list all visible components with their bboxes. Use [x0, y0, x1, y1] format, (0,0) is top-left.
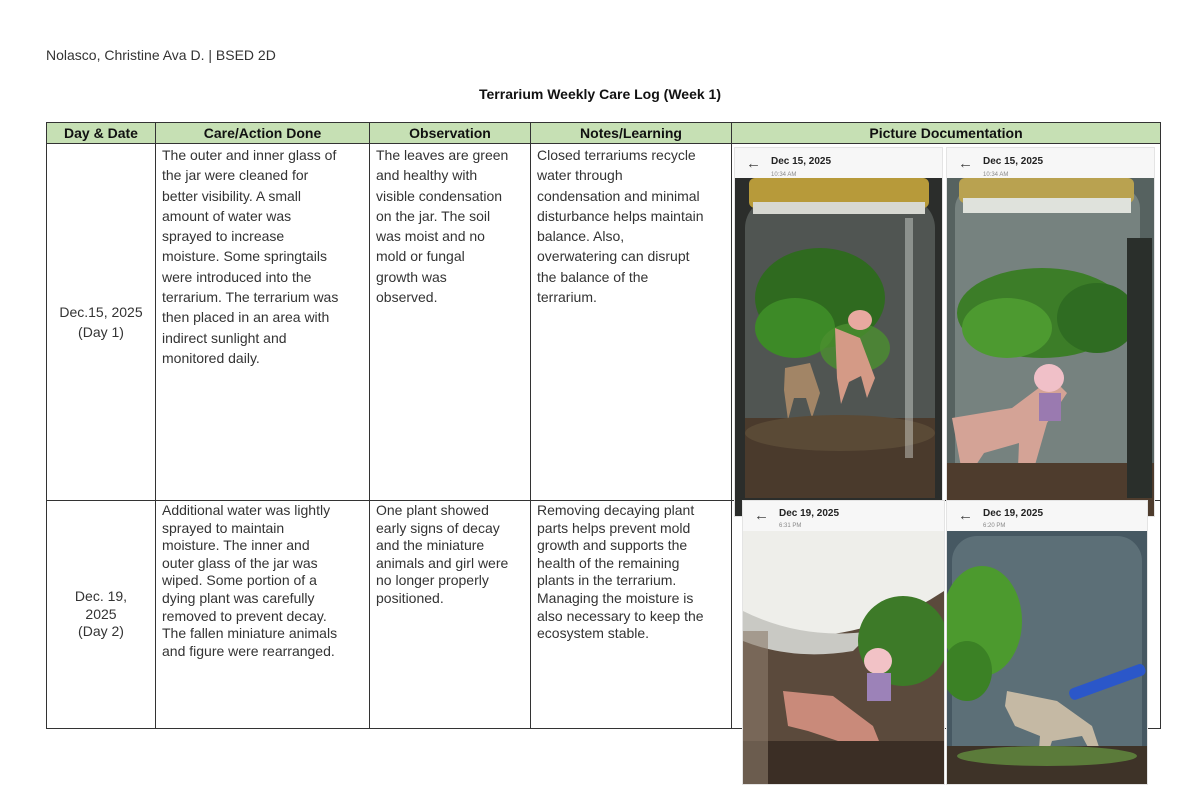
terrarium-jar-image [743, 531, 944, 784]
observation-cell: The leaves are green and healthy with visible condensation on the jar. The soil was moist and no mold or fungal growth was observed. [370, 144, 531, 501]
day-cell [47, 501, 156, 729]
photo-time: 10:34 AM [983, 172, 1009, 178]
day-year: 2025 [85, 605, 117, 622]
arrow-left-icon: ← [958, 155, 973, 172]
day-label: (Day 1) [78, 324, 124, 340]
photo-date: Dec 15, 2025 [983, 156, 1044, 167]
photo-header [743, 501, 944, 531]
table-header-row [47, 123, 1161, 144]
terrarium-photo [743, 501, 944, 784]
col-header-notes: Notes/Learning [531, 123, 732, 144]
photo-header [735, 148, 942, 178]
notes-cell: Removing decaying plant parts helps prevent mold growth and supports the health of the remaining plants in the terrarium. Managing the moisture is also necessary to keep the ecosystem stable. [531, 501, 732, 729]
photo-cell [732, 144, 1161, 501]
photo-date: Dec 15, 2025 [771, 156, 832, 167]
notes-cell: Closed terrariums recycle water through condensation and minimal disturbance helps maintain balance. Also, overwatering can disrupt the balance of the terrarium. [531, 144, 732, 501]
arrow-left-icon: ← [754, 507, 769, 524]
col-header-pictures: Picture Documentation [732, 123, 1161, 144]
photo-time: 6:20 PM [983, 523, 1006, 529]
observation-cell: One plant showed early signs of decay and the miniature animals and girl were no longer properly positioned. [370, 501, 531, 729]
photo-header [947, 501, 1147, 531]
table-row [47, 501, 1161, 729]
photo-header [947, 148, 1154, 178]
terrarium-photo [947, 501, 1147, 784]
document-title: Terrarium Weekly Care Log (Week 1) [479, 86, 721, 102]
table-row [47, 144, 1161, 501]
photo-date: Dec 19, 2025 [983, 508, 1044, 519]
day-cell [47, 144, 156, 501]
col-header-observation: Observation [370, 123, 531, 144]
terrarium-jar-image [735, 178, 942, 516]
col-header-care: Care/Action Done [156, 123, 370, 144]
care-cell: The outer and inner glass of the jar were cleaned for better visibility. A small amount of water was sprayed to increase moisture. Some springtails were introduced into the terrarium. The terrarium was then placed in an area with indirect sunlight and monitored daily. [156, 144, 370, 501]
care-log-table [46, 122, 1161, 729]
day-label: (Day 2) [78, 623, 124, 640]
care-cell: Additional water was lightly sprayed to maintain moisture. The inner and outer glass of the jar was wiped. Some portion of a dying plant was carefully removed to prevent decay. The fallen miniature animals and figure were rearranged. [156, 501, 370, 729]
terrarium-jar-image [947, 531, 1147, 784]
author-line: Nolasco, Christine Ava D. | BSED 2D [46, 47, 276, 63]
photo-cell [732, 501, 1161, 729]
col-header-day: Day & Date [47, 123, 156, 144]
day-date: Dec.15, 2025 [59, 303, 143, 320]
day-date: Dec. 19, [74, 588, 128, 605]
arrow-left-icon: ← [958, 507, 973, 524]
photo-time: 10:34 AM [771, 172, 797, 178]
terrarium-jar-image [947, 178, 1154, 516]
terrarium-photo [735, 148, 942, 516]
photo-time: 6:31 PM [779, 523, 802, 529]
arrow-left-icon: ← [746, 155, 761, 172]
photo-date: Dec 19, 2025 [779, 508, 840, 519]
terrarium-photo [947, 148, 1154, 516]
